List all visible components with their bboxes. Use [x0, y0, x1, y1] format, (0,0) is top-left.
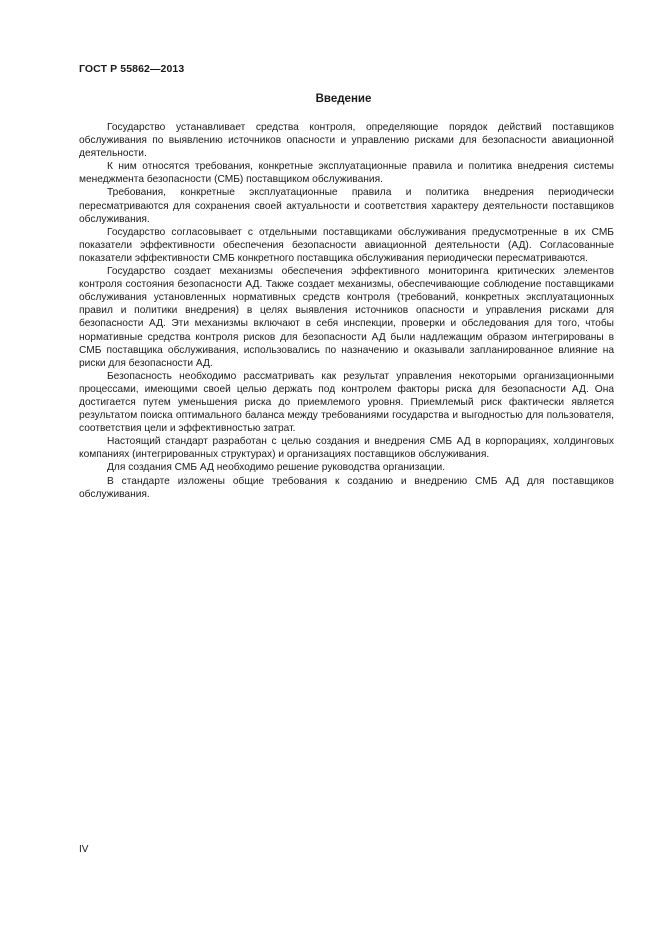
- paragraph: Требования, конкретные эксплуатационные правила и политика внедрения периодически пересматриваются для сохранения своей актуальности и соответствия характеру деятельности поставщиков обслуживания.: [79, 187, 614, 225]
- paragraph: Безопасность необходимо рассматривать как результат управления некоторыми организационными процессами, имеющими своей целью держать под контролем факторы риска для безопасности АД. Она достигается путем уменьшения риска до приемлемого уровня. Приемлемый риск фактически является результатом поиска оптимального баланса между требованиями государства и выгодностью для пользователя, соответствия цели и эффективностью затрат.: [79, 370, 614, 435]
- document-code: ГОСТ Р 55862—2013: [79, 63, 185, 75]
- paragraph: В стандарте изложены общие требования к созданию и внедрению СМБ АД для поставщиков обслуживания.: [79, 475, 614, 500]
- page-number: IV: [79, 844, 89, 855]
- body-text: [79, 121, 614, 501]
- paragraph: Государство устанавливает средства контроля, определяющие порядок действий поставщиков обслуживания по выявлению источников опасности и управлению рисками для безопасности авиационной деятельности.: [79, 122, 614, 160]
- paragraph: Для создания СМБ АД необходимо решение руководства организации.: [107, 462, 446, 474]
- paragraph: К ним относятся требования, конкретные эксплуатационные правила и политика внедрения системы менеджмента безопасности (СМБ) поставщиком обслуживания.: [79, 161, 614, 186]
- paragraph: Государство создает механизмы обеспечения эффективного мониторинга критических элементов контроля состояния безопасности АД. Также создает механизмы, обеспечивающие соблюдение поставщиками обслуживания установленных нормативных средств контроля (требований, конкретных эксплуатационных правил и политики внедрения) в целях выявления источников опасности и управления рисками для безопасности АД. Эти механизмы включают в себя инспекции, проверки и обследования для того, чтобы нормативные средства контроля рисков для безопасности АД были надлежащим образом интегрированы в СМБ поставщика обслуживания, использовались по назначению и оказывали запланированное влияние на риски для безопасности АД.: [79, 266, 614, 369]
- paragraph: Государство согласовывает с отдельными поставщиками обслуживания предусмотренные в их СМБ показатели эффективности обеспечения безопасности авиационной деятельности (АД). Согласованные показатели эффективности СМБ конкретного поставщика обслуживания периодически пересматриваются.: [79, 226, 614, 264]
- section-title: Введение: [315, 93, 372, 105]
- paragraph: Настоящий стандарт разработан с целью создания и внедрения СМБ АД в корпорациях, холдинговых компаниях (интегрированных структурах) и организациях поставщиков обслуживания.: [79, 436, 614, 461]
